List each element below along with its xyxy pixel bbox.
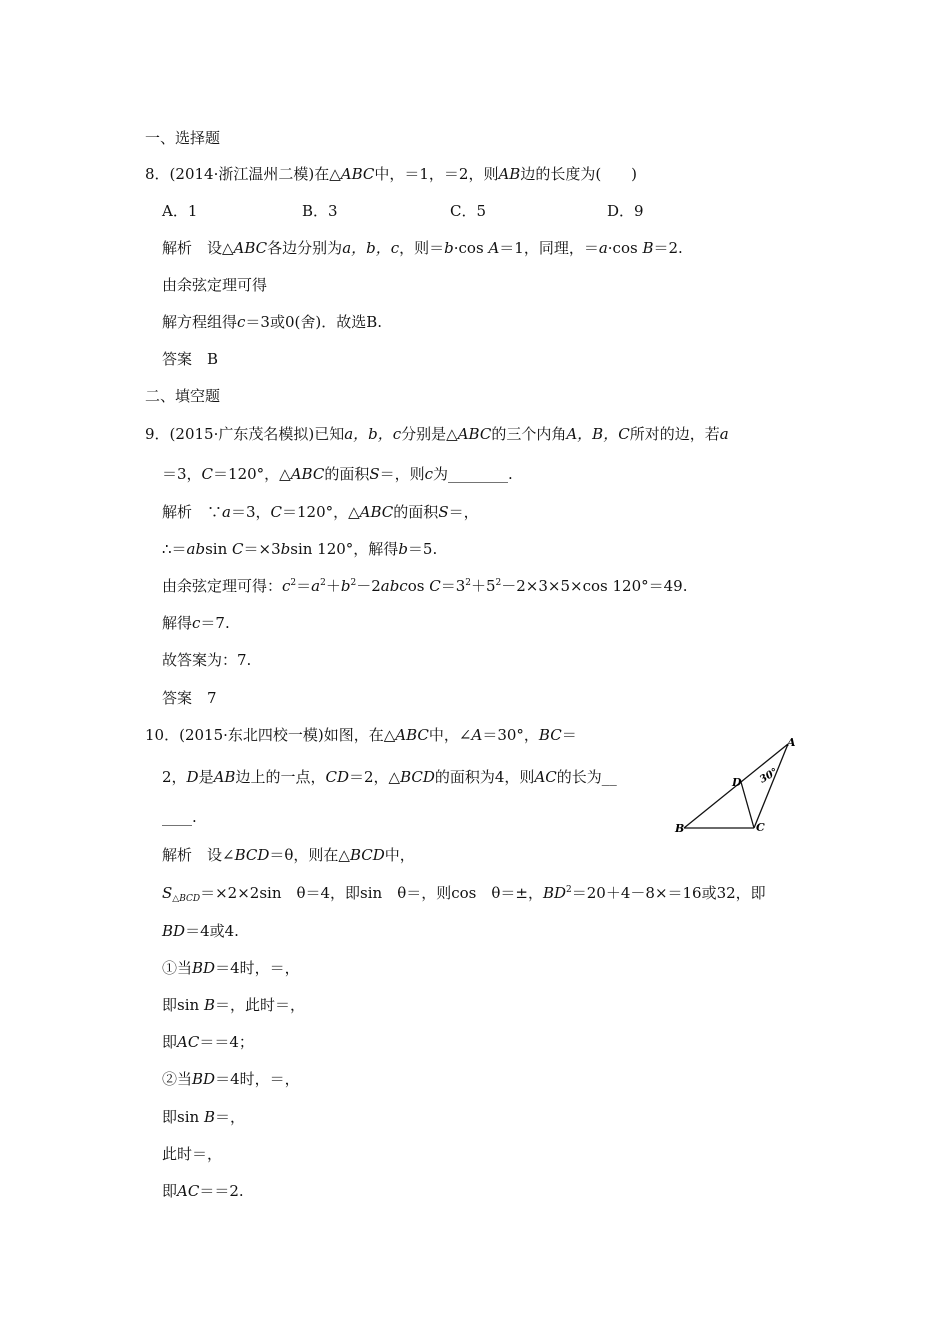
question-10-stem-line-3: ____. xyxy=(162,808,197,826)
q10-solution-line-1: 解析 设∠BCD＝θ，则在△BCD中， xyxy=(162,846,415,864)
q10-case-2-line-4: 即AC＝＝2. xyxy=(162,1182,244,1200)
label-c: C xyxy=(756,821,765,834)
q9-solution-line-1: 解析 ∵a＝3，C＝120°，△ABC的面积S＝， xyxy=(162,503,479,521)
q10-case-1-line-1: ①当BD＝4时，＝， xyxy=(162,959,300,977)
q8-option-b: B．3 xyxy=(302,202,338,220)
question-9-stem-line-2: ＝3，C＝120°，△ABC的面积S＝，则c为________. xyxy=(162,465,513,483)
label-a: A xyxy=(787,736,796,749)
q9-solution-line-4: 解得c＝7. xyxy=(162,614,230,632)
triangle-figure xyxy=(672,730,802,840)
question-9-stem-line-1: 9．(2015·广东茂名模拟)已知a，b，c分别是△ABC的三个内角A，B，C所对的边，若a xyxy=(145,425,729,443)
q8-solution-line-3: 解方程组得c＝3或0(舍)．故选B. xyxy=(162,313,383,331)
q8-solution-line-1: 解析 设△ABC各边分别为a，b，c，则＝b·cos A＝1，同理，＝a·cos B＝2. xyxy=(162,239,683,257)
q10-solution-line-3: BD＝4或4. xyxy=(162,922,239,940)
q8-option-d: D．9 xyxy=(607,202,644,220)
q8-solution-line-2: 由余弦定理可得 xyxy=(162,276,268,294)
q8-option-a: A．1 xyxy=(162,202,198,220)
q10-case-2-line-2: 即sin B＝， xyxy=(162,1108,245,1126)
q9-solution-line-3: 由余弦定理可得：$c^2=a^2+b^2-2abcos$ $C=3^2+5^2-2\times 3\times 5\times\cos$ 120°＝49. xyxy=(162,577,688,595)
q9-solution-line-5: 故答案为：7. xyxy=(162,651,252,669)
segment-cd xyxy=(741,782,754,828)
q10-case-2-line-3: 此时＝， xyxy=(162,1145,223,1163)
q10-case-1-line-3: 即AC＝＝4； xyxy=(162,1033,254,1051)
q8-option-c: C．5 xyxy=(450,202,487,220)
q9-solution-line-2: ∴＝absin C＝×3bsin 120°，解得b＝5. xyxy=(162,540,438,558)
q10-case-1-line-2: 即sin B＝，此时＝， xyxy=(162,996,305,1014)
q9-answer: 答案 7 xyxy=(162,689,217,707)
section-heading-choice: 一、选择题 xyxy=(145,129,221,147)
label-angle-30: 30° xyxy=(757,766,780,786)
question-8-stem: 8．(2014·浙江温州二模)在△ABC中，＝1，＝2，则AB边的长度为( ) xyxy=(145,165,638,183)
q8-answer: 答案 B xyxy=(162,350,219,368)
section-heading-fill: 二、填空题 xyxy=(145,387,221,405)
q10-solution-line-2: $S_{\triangle BCD}=\times 2\times 2\sin$ θ＝4，即sin θ＝，则cos θ＝±，$BD^2=20+4-8\times=16$或32，即 xyxy=(162,884,766,904)
label-b: B xyxy=(675,822,685,835)
q10-case-2-line-1: ②当BD＝4时，＝， xyxy=(162,1070,300,1088)
segment-ac xyxy=(754,744,788,828)
question-10-stem-line-2: 2，D是AB边上的一点，CD＝2，△BCD的面积为4，则AC的长为__ xyxy=(162,768,617,786)
question-10-stem-line-1: 10．(2015·东北四校一模)如图，在△ABC中，∠A＝30°，BC＝ xyxy=(145,726,577,744)
label-d: D xyxy=(732,776,742,789)
